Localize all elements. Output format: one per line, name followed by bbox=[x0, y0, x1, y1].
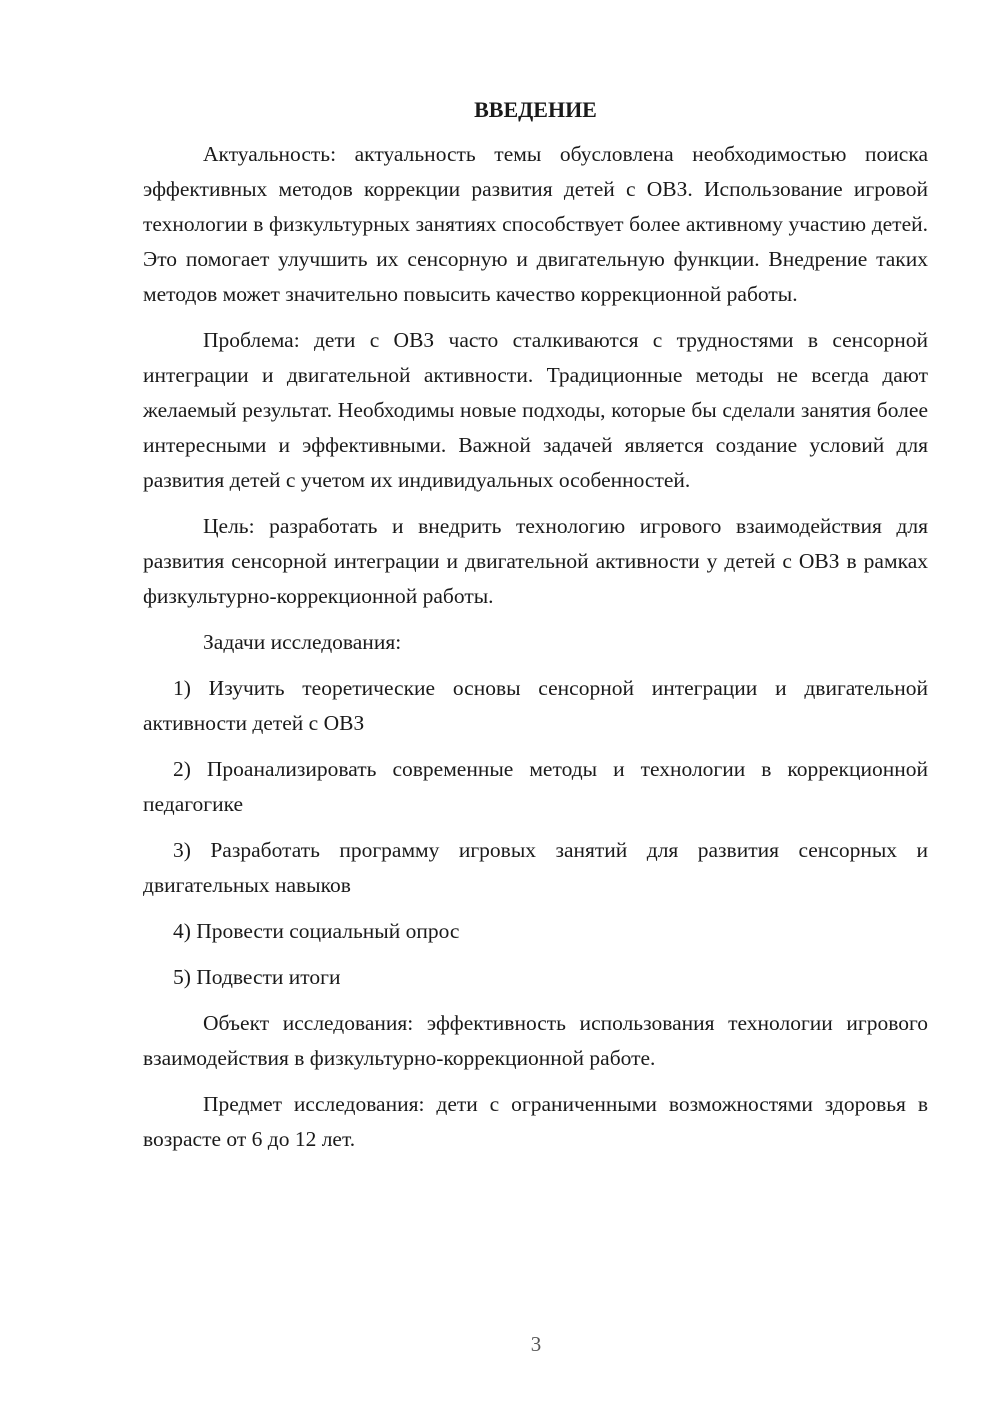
paragraph-goal: Цель: разработать и внедрить технологию игрового взаимодействия для развития сенсорной интеграции и двигательной активности у детей с ОВЗ в рамках физкультурно-коррекционной работы. bbox=[143, 514, 928, 608]
task-item-1: 1) Изучить теоретические основы сенсорной интеграции и двигательной активности детей с ОВЗ bbox=[143, 676, 928, 735]
task-item-4: 4) Провести социальный опрос bbox=[173, 919, 460, 943]
paragraph-subject: Предмет исследования: дети с ограниченными возможностями здоровья в возрасте от 6 до 12 лет. bbox=[143, 1092, 928, 1151]
section-heading: ВВЕДЕНИЕ bbox=[474, 97, 597, 122]
page-content bbox=[143, 92, 928, 1157]
paragraph-tasks-heading: Задачи исследования: bbox=[203, 630, 402, 654]
paragraph-relevance: Актуальность: актуальность темы обусловлена необходимостью поиска эффективных методов коррекции развития детей с ОВЗ. Использование игровой технологии в физкультурных занятиях способствует более активному участию детей. Это помогает улучшить их сенсорную и двигательную функции. Внедрение таких методов может значительно повысить качество коррекционной работы. bbox=[143, 142, 928, 306]
task-item-3: 3) Разработать программу игровых занятий для развития сенсорных и двигательных навыков bbox=[143, 838, 928, 897]
page-number: 3 bbox=[530, 1332, 542, 1356]
paragraph-object: Объект исследования: эффективность использования технологии игрового взаимодействия в физкультурно-коррекционной работе. bbox=[143, 1011, 928, 1070]
task-item-2: 2) Проанализировать современные методы и технологии в коррекционной педагогике bbox=[143, 757, 928, 816]
paragraph-problem: Проблема: дети с ОВЗ часто сталкиваются с трудностями в сенсорной интеграции и двигательной активности. Традиционные методы не всегда дают желаемый результат. Необходимы новые подходы, которые бы сделали занятия более интересными и эффективными. Важной задачей является создание условий для развития детей с учетом их индивидуальных особенностей. bbox=[143, 328, 928, 492]
task-item-5: 5) Подвести итоги bbox=[173, 965, 341, 989]
